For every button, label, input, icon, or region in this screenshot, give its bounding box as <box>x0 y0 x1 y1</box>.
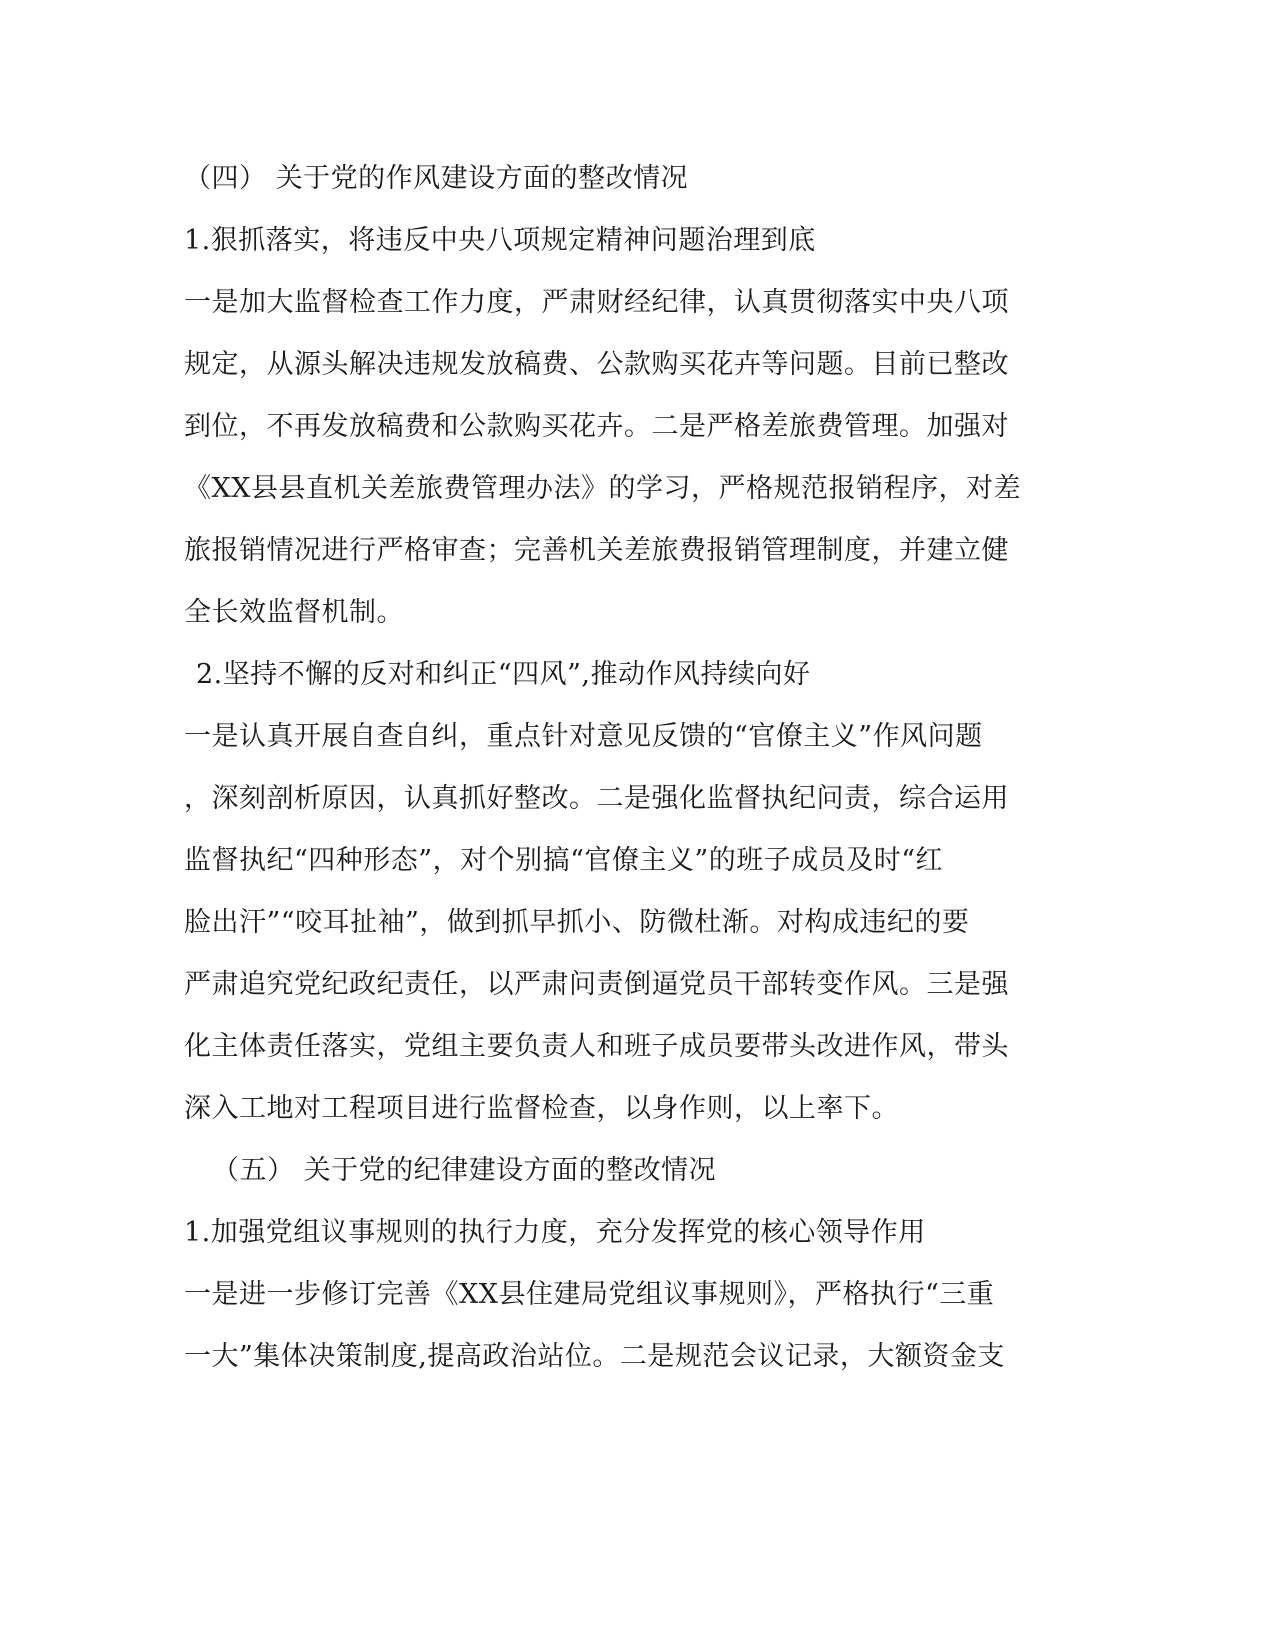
paragraph-line: 到位，不再发放稿费和公款购买花卉。二是严格差旅费管理。加强对 <box>184 411 1009 442</box>
paragraph-line: ，深刻剖析原因，认真抓好整改。二是强化监督执纪问责，综合运用 <box>184 783 1009 814</box>
subheading-4-1: 1.狠抓落实，将违反中央八项规定精神问题治理到底 <box>184 225 816 256</box>
section-heading-5: （五） 关于党的纪律建设方面的整改情况 <box>212 1155 717 1186</box>
paragraph-line: 脸出汗”“咬耳扯袖”，做到抓早抓小、防微杜渐。对构成违纪的要 <box>184 907 970 938</box>
paragraph-line: 化主体责任落实，党组主要负责人和班子成员要带头改进作风，带头 <box>184 1031 1009 1062</box>
subheading-4-2: 2.坚持不懈的反对和纠正“四风”,推动作风持续向好 <box>196 659 811 690</box>
paragraph-line: 一大”集体决策制度,提高政治站位。二是规范会议记录，大额资金支 <box>184 1341 1005 1372</box>
subheading-5-1: 1.加强党组议事规则的执行力度，充分发挥党的核心领导作用 <box>184 1217 926 1248</box>
paragraph-line: 一是加大监督检查工作力度，严肃财经纪律，认真贯彻落实中央八项 <box>184 287 1009 318</box>
paragraph-line: 监督执纪“四种形态”，对个别搞“官僚主义”的班子成员及时“红 <box>184 845 944 876</box>
paragraph-line: 规定，从源头解决违规发放稿费、公款购买花卉等问题。目前已整改 <box>184 349 1009 380</box>
paragraph-line: 旅报销情况进行严格审查；完善机关差旅费报销管理制度，并建立健 <box>184 535 1009 566</box>
paragraph-line: 严肃追究党纪政纪责任，以严肃问责倒逼党员干部转变作风。三是强 <box>184 969 1009 1000</box>
section-heading-4: （四） 关于党的作风建设方面的整改情况 <box>184 163 689 194</box>
paragraph-line: 深入工地对工程项目进行监督检查，以身作则，以上率下。 <box>184 1093 899 1124</box>
paragraph-line: 《XX县县直机关差旅费管理办法》的学习，严格规范报销程序，对差 <box>184 473 1021 504</box>
paragraph-line: 一是进一步修订完善《XX县住建局党组议事规则》，严格执行“三重 <box>184 1279 995 1310</box>
paragraph-line: 全长效监督机制。 <box>184 597 404 628</box>
paragraph-line: 一是认真开展自查自纠，重点针对意见反馈的“官僚主义”作风问题 <box>184 721 983 752</box>
